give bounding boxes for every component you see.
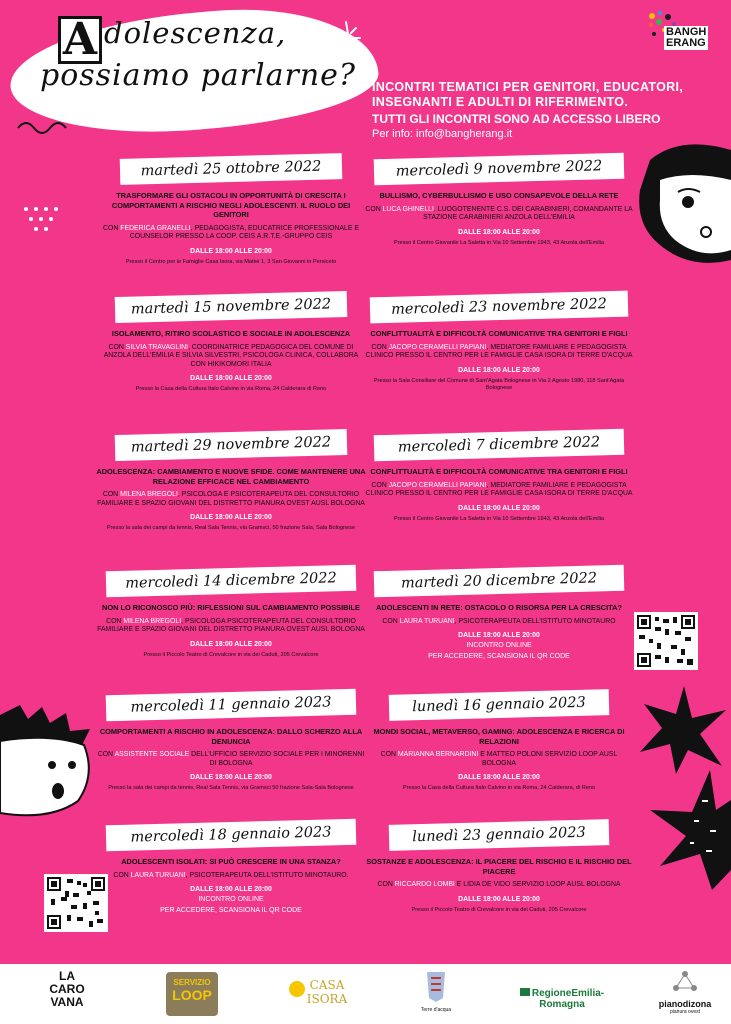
event-time: DALLE 18:00 ALLE 20:00 [458, 366, 540, 374]
logo-text-2: ERANG [666, 37, 706, 49]
event-date: mercoledì 7 dicembre 2022 [374, 429, 625, 462]
event-card [96, 156, 366, 266]
star-icon [636, 682, 731, 777]
speaker-prefix: CON [108, 343, 126, 351]
event-title: ADOLESCENZA: CAMBIAMENTO E NUOVE SFIDE. COME MANTENERE UNA RELAZIONE EFFICACE NEL CAMBIAMENTO [96, 467, 366, 486]
boy-face-icon [0, 705, 100, 820]
event-title: ISOLAMENTO, RITIRO SCOLASTICO E SOCIALE IN ADOLESCENZA [111, 329, 351, 338]
event-title: NON LO RICONOSCO PIÙ: RIFLESSIONI SUL CAMBIAMENTO POSSIBILE [101, 603, 360, 612]
qr-code-icon [47, 877, 105, 929]
logo-text: pianura ovest [669, 1009, 701, 1015]
event-speaker [364, 618, 634, 627]
event-card [364, 568, 634, 661]
logo-text: RegioneEmilia-Romagna [531, 988, 605, 1010]
speaker-name: LUCA GHINELLI [382, 205, 434, 213]
speaker-name: LAURA TURUANI [399, 617, 455, 625]
event-speaker [364, 206, 634, 223]
event-place: Presso la sala dei campi da tennis, Real Sala Tennis, via Gramsci, 50 frazione Sala, Sala Bolognese [106, 525, 356, 532]
intro-line-1: INCONTRI TEMATICI PER GENITORI, EDUCATORI, [372, 80, 683, 94]
event-time: DALLE 18:00 ALLE 20:00 [458, 228, 540, 236]
event-speaker [96, 225, 366, 242]
event-speaker [96, 491, 366, 508]
event-place: Presso il Piccolo Teatro di Crevalcore in via dei Caduti, 205 Crevalcore [143, 651, 319, 658]
event-speaker [96, 344, 366, 370]
event-time: DALLE 18:00 ALLE 20:00 [458, 504, 540, 512]
speaker-role: DELL'UFFICIO SERVIZIO SOCIALE PER I MINORENNI DI BOLOGNA [189, 751, 365, 767]
bangherang-wordmark [664, 26, 708, 50]
event-place: Presso la Casa della Cultura Italo Calvino in via Roma, 24 Calderara, di Reno [402, 785, 596, 792]
speaker-role: , MEDIATORE FAMILIARE E PEDAGOGISTA CLINICO PRESSO IL CENTRO PER LE FAMIGLIE CASA ISORA DI TERRE D'ACQUA [365, 343, 633, 360]
event-title: CONFLITTUALITÀ E DIFFICOLTÀ COMUNICATIVE TRA GENITORI E FIGLI [370, 467, 628, 476]
event-title: TRASFORMARE GLI OSTACOLI IN OPPORTUNITÀ DI CRESCITA I COMPORTAMENTI A RISCHIO NEGLI ADOLESCENTI. IL RUOLO DEI GENITORI [111, 191, 351, 219]
speaker-prefix: CON [103, 224, 121, 232]
qr-code-event-20-dicembre[interactable] [634, 612, 698, 670]
event-time: DALLE 18:00 ALLE 20:00 [190, 514, 272, 522]
bangherang-logo [644, 10, 722, 62]
event-speaker [364, 344, 634, 361]
event-place: Presso la Casa della Cultura Italo Calvino in via Roma, 24 Calderara di Reno [135, 386, 327, 393]
speaker-name: JACOPO CERAMELLI PAPIANI [388, 481, 487, 489]
speaker-prefix: CON [102, 491, 121, 498]
event-title: ADOLESCENTI IN RETE: OSTACOLO O RISORSA PER LA CRESCITA? [376, 603, 622, 612]
casa-isora-logo [286, 978, 350, 1006]
event-date: mercoledì 9 novembre 2022 [374, 153, 625, 186]
event-online-instruction: PER ACCEDERE, SCANSIONA IL QR CODE [160, 907, 302, 915]
event-place: Presso il Centro Giovanile La Saletta in Via 10 Settembre 1943, 43 Anzola dell'Emilia [393, 515, 605, 522]
speaker-role: , COORDINATRICE PEDAGOGICA DEL COMUNE DI ANZOLA DELL'EMILIA E SILVIA SILVESTRI, PSICOLOGA CLINICA, COLLABORA CON HIKIKOMORI ITALIA [103, 343, 359, 368]
logo-text-1: BANGH [666, 26, 707, 38]
event-place: Presso la sala dei campi da tennis, Real Sala Tennis, via Gramsci 50 frazione Sala-Sala Bolognese [108, 785, 354, 792]
event-date: martedì 25 ottobre 2022 [120, 153, 343, 185]
event-time: DALLE 18:00 ALLE 20:00 [458, 895, 540, 903]
speaker-name: RICCARDO LOMBI [394, 881, 455, 888]
event-speaker [364, 482, 634, 499]
squiggle-icon [16, 116, 76, 136]
speaker-prefix: CON [113, 871, 131, 879]
speaker-name: LAURA TURUANI [130, 871, 186, 879]
logo-text: VANA [50, 995, 84, 1009]
event-title: CONFLITTUALITÀ E DIFFICOLTÀ COMUNICATIVE TRA GENITORI E FIGLI [370, 329, 628, 338]
event-online-label: INCONTRO ONLINE [198, 896, 264, 904]
event-card [364, 692, 634, 792]
event-date: martedì 15 novembre 2022 [115, 291, 348, 323]
logo-text: pianodizona [658, 999, 712, 1009]
event-card [96, 568, 366, 659]
event-place: Presso il Centro per le Famiglie Casa Isora, via Mattei 1, 3 San Giovanni in Persiceto [125, 258, 337, 265]
title-line-2: possiamo parlarne? [40, 58, 356, 93]
speaker-prefix: CON [106, 617, 124, 625]
event-speaker [96, 618, 366, 635]
regione-emilia-romagna-logo [502, 988, 622, 1010]
title-line-1: dolescenza, [104, 16, 287, 50]
intro-block [372, 80, 712, 140]
intro-line-2: INSEGNANTI E ADULTI DI RIFERIMENTO. [372, 95, 629, 109]
speaker-role: , PSICOLOGA PSICOTERAPEUTA DEL CONSULTORIO FAMILIARE E SPAZIO GIOVANI DEL DISTRETTO PIANURA OVEST AUSL BOLOGNA [97, 617, 365, 634]
logo-text: CASA [309, 978, 345, 992]
event-card [96, 692, 366, 792]
event-card [364, 294, 634, 392]
speaker-prefix: CON [377, 881, 395, 888]
speaker-name: MILENA BREGOLI [123, 617, 182, 625]
logo-text: ISORA [306, 992, 348, 1006]
piano-di-zona-logo [650, 970, 720, 1015]
event-speaker [96, 872, 366, 881]
speaker-role: E MATTEO POLONI SERVIZIO LOOP AUSL BOLOGNA [478, 751, 618, 767]
event-title: MONDI SOCIAL, METAVERSO, GAMING: ADOLESCENZA E RICERCA DI RELAZIONI [373, 727, 625, 746]
speaker-role: , LUOGOTENENTE C.S. DEI CARABINIERI, COMANDANTE LA STAZIONE CARABINIERI ANZOLA DELL'EMILIA [423, 205, 633, 222]
event-date: martedì 20 dicembre 2022 [374, 565, 625, 598]
logo-text: SERVIZIO [173, 978, 211, 987]
speaker-name: JACOPO CERAMELLI PAPIANI [388, 343, 487, 351]
logo-text: LA [59, 969, 75, 983]
speaker-name: SILVIA TRAVAGLINI [125, 343, 189, 351]
speaker-role: E LIDIA DE VIDO SERVIZIO LOOP AUSL BOLOGNA [454, 881, 621, 888]
qr-code-event-18-gennaio[interactable] [44, 874, 108, 932]
event-card [96, 822, 366, 915]
event-place: Presso il Piccolo Teatro di Crevalcore in via dei Caduti, 205 Crevalcore [411, 906, 587, 913]
event-time: DALLE 18:00 ALLE 20:00 [190, 640, 272, 648]
speaker-name: MILENA BREGOLI [120, 491, 178, 498]
logo-text: CARO [49, 982, 85, 996]
intro-info-email[interactable]: Per info: info@bangherang.it [372, 128, 513, 140]
qr-code-icon [637, 615, 695, 667]
event-place: Presso il Centro Giovanile La Saletta in Via 10 Settembre 1943, 43 Anzola dell'Emilia [393, 239, 605, 246]
logo-text: LOOP [172, 987, 212, 1003]
speaker-role: , MEDIATORE FAMILIARE E PEDAGOGISTA CLINICO PRESSO IL CENTRO PER LE FAMIGLIE CASA ISORA DI TERRE D'ACQUA [365, 481, 633, 498]
event-title: ADOLESCENTI ISOLATI: SI PUÒ CRESCERE IN UNA STANZA? [121, 857, 341, 866]
flag-icon [520, 988, 530, 996]
event-online-label: INCONTRO ONLINE [466, 642, 532, 650]
event-date: mercoledì 14 dicembre 2022 [106, 565, 357, 598]
speaker-prefix: CON [371, 343, 389, 351]
event-time: DALLE 18:00 ALLE 20:00 [458, 632, 540, 640]
event-time: DALLE 18:00 ALLE 20:00 [458, 774, 540, 782]
event-time: DALLE 18:00 ALLE 20:00 [190, 886, 272, 894]
event-date: martedì 29 novembre 2022 [115, 429, 348, 461]
title-initial: A [58, 16, 102, 64]
event-speaker [364, 751, 634, 768]
event-card [96, 432, 366, 532]
speaker-role: , PEDAGOGISTA, EDUCATRICE PROFESSIONALE E COUNSELOR PRESSO LA COOP. CEIS A.R.T.E.-GRUPPO CEIS [129, 224, 359, 241]
event-title: BULLISMO, CYBERBULLISMO E USO CONSAPEVOLE DELLA RETE [379, 191, 619, 200]
dots-pattern-icon [22, 205, 64, 237]
speaker-name: ASSISTENTE SOCIALE [114, 751, 190, 758]
speaker-role: , PSICOTERAPEUTA DELL'ISTITUTO MINOTAURO. [185, 871, 349, 879]
servizio-loop-logo [166, 972, 218, 1016]
intro-free-access: TUTTI GLI INCONTRI SONO AD ACCESSO LIBERO [372, 112, 661, 126]
logo-text: Terre d'acqua [420, 1007, 452, 1013]
event-time: DALLE 18:00 ALLE 20:00 [190, 247, 272, 255]
girl-face-icon [620, 140, 731, 270]
event-date: mercoledì 11 gennaio 2023 [106, 689, 357, 722]
event-place: Presso la Sala Consiliare del Comune di Sant'Agata Bolognese in Via 2 Agosto 1980, 118 Sant'Agata Bolognese [373, 377, 625, 391]
speaker-name: MARIANNA BERNARDINI [397, 751, 479, 758]
terre-dacqua-logo [414, 970, 458, 1013]
speaker-prefix: CON [97, 751, 115, 758]
speaker-prefix: CON [382, 617, 400, 625]
event-time: DALLE 18:00 ALLE 20:00 [190, 774, 272, 782]
event-date: mercoledì 18 gennaio 2023 [106, 819, 357, 852]
event-time: DALLE 18:00 ALLE 20:00 [190, 375, 272, 383]
speaker-role: , PSICOTERAPEUTA DELL'ISTITUTO MINOTAURO [454, 617, 616, 625]
sparkle-icon [326, 18, 366, 58]
speaker-role: , PSICOLOGA E PSICOTERAPEUTA DEL CONSULTORIO FAMILIARE E SPAZIO GIOVANI DEL DISTRETTO PIANURA OVEST AUSL BOLOGNA [97, 491, 365, 507]
event-title: SOSTANZE E ADOLESCENZA: IL PIACERE DEL RISCHIO E IL RISCHIO DEL PIACERE [366, 857, 632, 876]
speaker-prefix: CON [371, 481, 389, 489]
event-card [364, 822, 634, 914]
event-speaker [364, 881, 634, 890]
emblem-icon [423, 970, 449, 1002]
event-title: COMPORTAMENTI A RISCHIO IN ADOLESCENZA: DALLO SCHERZO ALLA DENUNCIA [99, 727, 363, 746]
event-card [364, 156, 634, 247]
event-date: lunedì 23 gennaio 2023 [389, 819, 610, 851]
network-icon [672, 970, 698, 994]
speaker-prefix: CON [380, 751, 398, 758]
event-card [96, 294, 366, 393]
event-date: mercoledì 23 novembre 2022 [370, 291, 629, 324]
speaker-prefix: CON [365, 205, 383, 213]
event-speaker [96, 751, 366, 768]
event-online-instruction: PER ACCEDERE, SCANSIONA IL QR CODE [428, 653, 570, 661]
la-carovana-logo [42, 970, 92, 1009]
sun-icon [286, 978, 308, 1000]
star-icon-large [650, 770, 731, 890]
partner-logos-bar [0, 964, 731, 1024]
event-date: lunedì 16 gennaio 2023 [389, 689, 610, 721]
speaker-name: FEDERICA GRANELLI [120, 224, 191, 232]
event-card [364, 432, 634, 523]
